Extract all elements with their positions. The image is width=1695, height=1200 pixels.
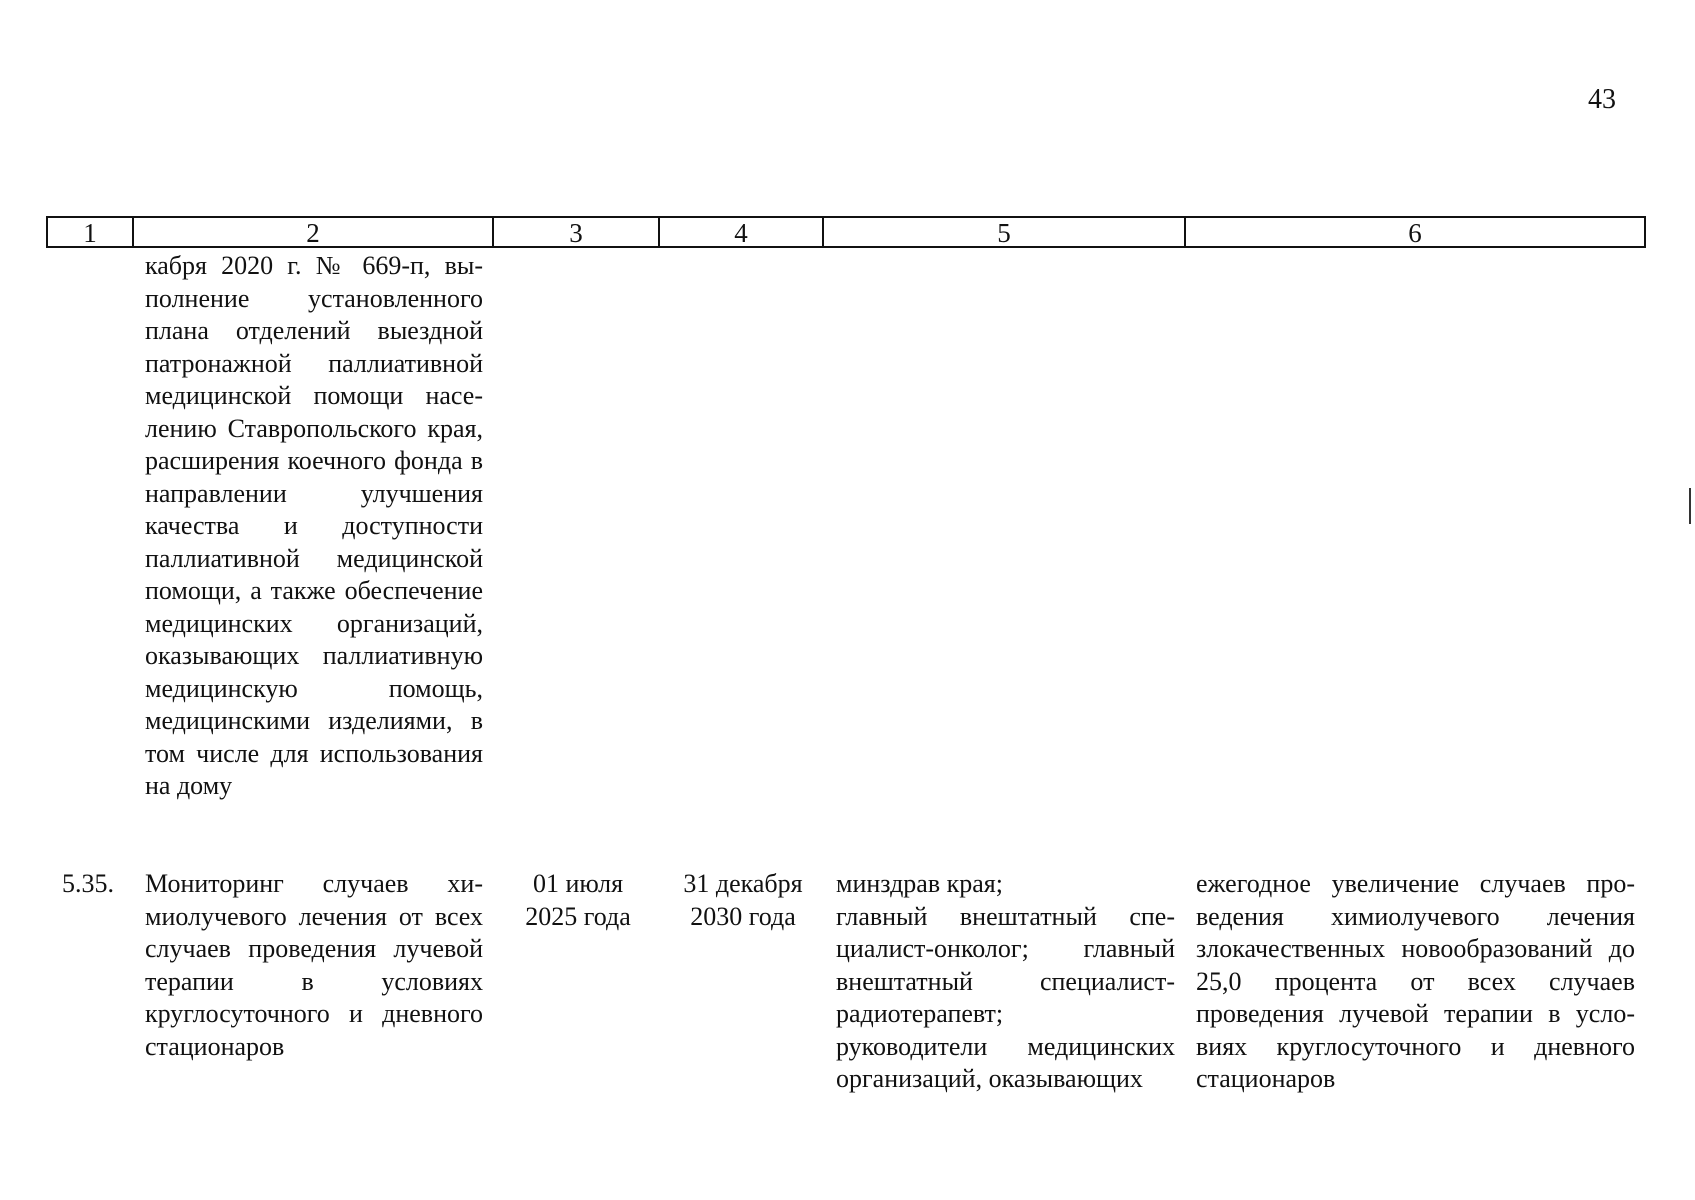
end-date: 31 декабря 2030 года xyxy=(683,869,803,931)
start-date: 01 июля 2025 года xyxy=(525,869,631,931)
column-header-4: 4 xyxy=(660,218,824,246)
column-header-3: 3 xyxy=(494,218,660,246)
continuation-text: кабря 2020 г. № 669-п, выполнение установленного плана отделений выездной патронажной паллиативной медицинской помощи населению Ставропольского края, расширения коечного фонда в направлении улучшения качества и доступности паллиативной медицинской помощи, а также обеспечение медицинских организаций, оказывающих паллиативную медицинскую помощь, медицинскими изделиями, в том числе для использования на дому xyxy=(145,251,483,800)
column-header-5: 5 xyxy=(824,218,1186,246)
result-text: ежегодное увеличение случаев проведения химиолучевого лечения злокачественных новообразований до 25,0 процента от всех случаев проведения лучевой терапии в условиях круглосуточного и дневного стационаров xyxy=(1196,869,1635,1093)
table-header-row xyxy=(46,216,1646,248)
column-header-2: 2 xyxy=(134,218,494,246)
responsible-text: минздрав края; главный внештатный специалист-онколог; главный внештатный специалист-радиотерапевт; руководители медицинских организаций, оказывающих xyxy=(836,869,1175,1093)
column-header-1: 1 xyxy=(48,218,134,246)
column-header-6: 6 xyxy=(1408,218,1422,248)
row-number: 5.35. xyxy=(62,869,114,898)
page-number: 43 xyxy=(1588,84,1616,115)
margin-mark xyxy=(1689,488,1691,524)
activity-text: Мониторинг случаев химиолучевого лечения от всех случаев проведения лучевой терапии в условиях круглосуточного и дневного стационаров xyxy=(145,869,483,1061)
